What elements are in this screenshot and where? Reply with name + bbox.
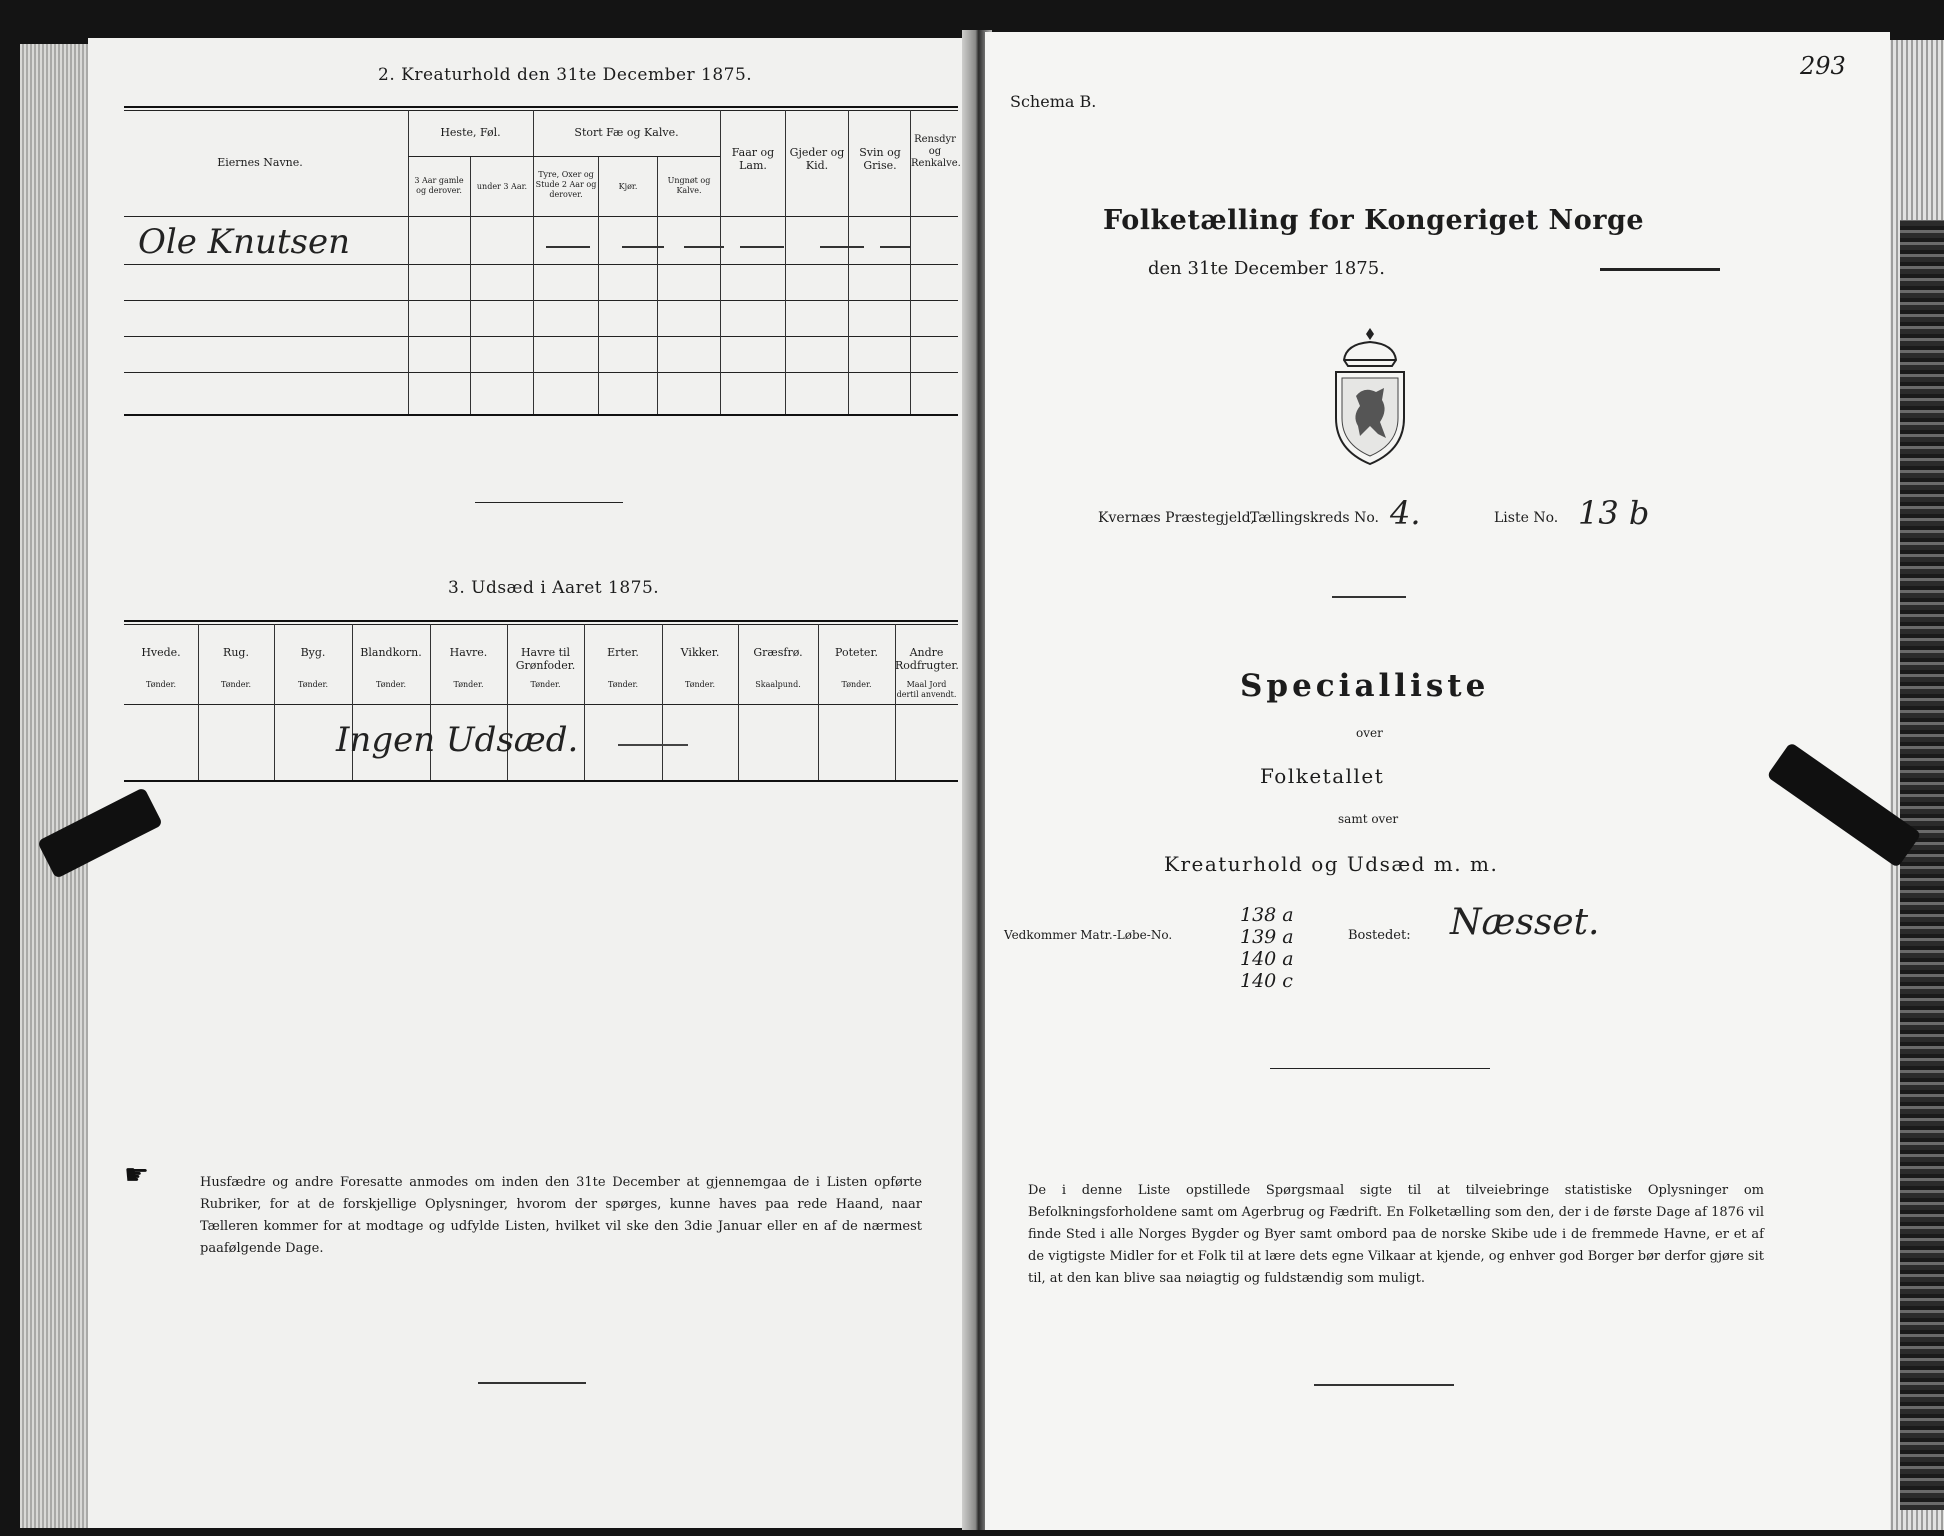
- table3-col-unit: Tønder.: [297, 680, 329, 689]
- section2-title: 2. Kreaturhold den 31te December 1875.: [378, 65, 753, 85]
- district-value-handwritten: 4.: [1390, 494, 1421, 532]
- separator-rule: [1332, 596, 1406, 598]
- col-svin: Svin og Grise.: [859, 146, 901, 172]
- page-number: 293: [1800, 52, 1846, 80]
- table2-header-rule: [124, 216, 958, 217]
- table3-col-name: Erter.: [607, 646, 639, 659]
- col-rensdyr: Rensdyr og Renkalve.: [911, 134, 961, 169]
- dash-mark: [622, 246, 664, 248]
- pointing-hand-icon: ☛: [124, 1158, 150, 1191]
- col-gjeder: Gjeder og Kid.: [789, 146, 845, 172]
- notice-text: Husfædre og andre Foresatte anmodes om inden den 31te December at gjennemgaa de i Listen opførte Rubriker, for at de forskjellige Oplysninger, hvorom der spørges, kunne haves paa rede Haand, naar Tælleren kommer for at modtage og udfylde Listen, hvilket vil ske den 3die Januar eller en af de nærmest paafølgende Dage.: [200, 1175, 922, 1256]
- table3-col-name: Hvede.: [141, 646, 181, 659]
- table3-col-unit: Skaalpund.: [755, 680, 801, 689]
- table3-col-unit: Tønder.: [530, 680, 561, 689]
- col-faar: Faar og Lam.: [731, 146, 775, 172]
- dash-mark: [684, 246, 724, 248]
- table3-bottom-rule: [124, 780, 958, 782]
- table3-col-name: Havre.: [449, 646, 488, 659]
- table3-col-unit: Tønder.: [607, 680, 639, 689]
- table3-col-name: Byg.: [300, 646, 326, 659]
- col-stort-group: Stort Fæ og Kalve.: [574, 126, 679, 139]
- table3-col-name: Poteter.: [835, 646, 878, 659]
- table3-col-name: Havre til Grønfoder.: [515, 646, 576, 672]
- matr-value: 140 c: [1240, 970, 1293, 992]
- dash-mark: [546, 246, 590, 248]
- table3-col-unit: Maal Jord dertil anvendt.: [896, 680, 957, 699]
- udsaed-entry-handwritten: Ingen Udsæd.: [336, 720, 579, 760]
- matr-value: 138 a: [1240, 904, 1294, 926]
- book-edge-left: [20, 44, 90, 1528]
- coat-of-arms-icon: [1330, 326, 1410, 468]
- col-stort-kjor: Kjør.: [618, 182, 638, 191]
- list-value-handwritten: 13 b: [1578, 494, 1650, 532]
- kreaturhold-label: Kreaturhold og Udsæd m. m.: [1164, 852, 1499, 876]
- col-stort-ungnot: Ungnøt og Kalve.: [667, 176, 711, 195]
- separator-rule: [1314, 1384, 1454, 1386]
- parish-label: Kvernæs Præstegjeld,: [1098, 510, 1256, 526]
- owner-entry-handwritten: Ole Knutsen: [138, 222, 351, 262]
- bostedet-value-handwritten: Næsset.: [1450, 902, 1600, 943]
- samt-over-label: samt over: [1338, 812, 1399, 826]
- book-edge-right-shadow: [1900, 220, 1944, 1510]
- table3-col-name: Vikker.: [680, 646, 720, 659]
- table3-header-rule: [124, 704, 958, 705]
- table2-bottom-rule: [124, 414, 958, 416]
- list-label: Liste No.: [1494, 510, 1559, 526]
- district-label: Tællingskreds No.: [1250, 510, 1379, 526]
- separator-rule: [475, 502, 623, 503]
- census-date: den 31te December 1875.: [1148, 258, 1385, 279]
- table3-col-name: Græsfrø.: [753, 646, 803, 659]
- footer-text: De i denne Liste opstillede Spørgsmaal sigte til at tilveiebringe statistiske Oplysninger om Befolkningsforholdene samt om Agerbrug og Fædrift. En Folketælling som den, der i de første Dage af 1876 vil finde Sted i alle Norges Bygder og Byer samt ombord paa de norske Skibe ude i de fremmede Havne, er et af de vigtigste Midler for et Folk til at lære dets egne Vilkaar at kjende, og enhver god Borger bør derfor gjøre sit til, at den kan blive saa nøiagtig og fuldstændig som muligt.: [1028, 1183, 1764, 1286]
- bostedet-label: Bostedet:: [1348, 928, 1411, 943]
- table3-top-rule: [124, 620, 958, 622]
- specialliste-title: Specialliste: [1240, 668, 1490, 704]
- right-page: [985, 32, 1890, 1530]
- separator-rule: [478, 1382, 586, 1384]
- matr-values-handwritten: [1240, 904, 1294, 992]
- table3-col-unit: Tønder.: [145, 680, 177, 689]
- dash-mark: [880, 246, 910, 248]
- over-label: over: [1356, 726, 1383, 740]
- separator-rule: [1270, 1068, 1490, 1069]
- col-heste-under3: under 3 Aar.: [476, 182, 528, 191]
- table3-col-unit: Tønder.: [841, 680, 872, 689]
- col-heste-group: Heste, Føl.: [440, 126, 501, 139]
- matr-value: 139 a: [1240, 926, 1294, 948]
- table3-col-unit: Tønder.: [220, 680, 252, 689]
- table3-col-unit: Tønder.: [684, 680, 716, 689]
- folketallet-label: Folketallet: [1260, 764, 1385, 788]
- schema-label: Schema B.: [1010, 92, 1097, 111]
- table3-col-name: Rug.: [223, 646, 249, 659]
- section3-title: 3. Udsæd i Aaret 1875.: [448, 578, 660, 598]
- col-owner-names: Eiernes Navne.: [217, 156, 303, 169]
- matr-value: 140 a: [1240, 948, 1294, 970]
- dash-mark: [740, 246, 784, 248]
- dash-mark: [618, 744, 688, 746]
- table3-col-unit: Tønder.: [453, 680, 484, 689]
- table3-col-name: Andre Rodfrugter.: [895, 646, 959, 672]
- table2-top-rule: [124, 106, 958, 108]
- matr-label: Vedkommer Matr.-Løbe-No.: [1004, 928, 1173, 942]
- date-dash: [1600, 268, 1720, 271]
- dash-mark: [820, 246, 864, 248]
- table3-col-unit: Tønder.: [375, 680, 407, 689]
- census-title: Folketælling for Kongeriget Norge: [1103, 205, 1645, 236]
- table3-col-name: Blandkorn.: [360, 646, 422, 659]
- col-stort-tyre: Tyre, Oxer og Stude 2 Aar og derover.: [535, 170, 597, 199]
- col-heste-3aar: 3 Aar gamle og derover.: [414, 176, 464, 195]
